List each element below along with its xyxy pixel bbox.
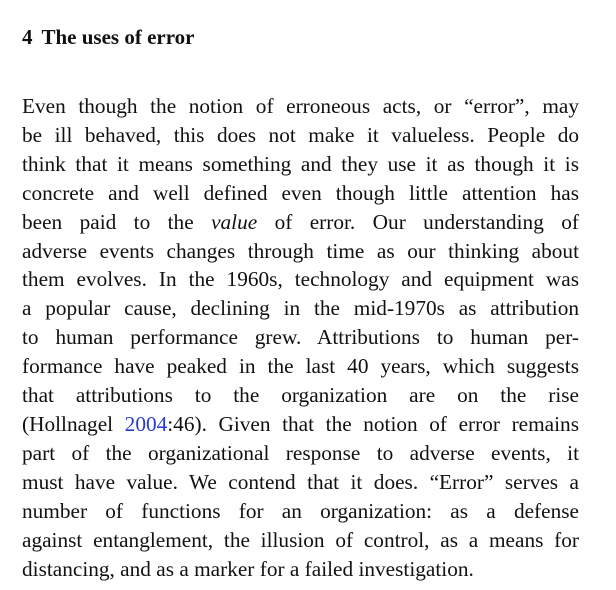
emphasis-value: value [211, 209, 258, 234]
paragraph-line: number of functions for an organization: as a defense [22, 498, 579, 523]
body-paragraph [22, 92, 579, 583]
text-run: (Hollnagel [22, 411, 125, 436]
citation-link[interactable]: 2004 [124, 411, 168, 436]
paragraph-line: adverse events changes through time as our thinking about [22, 238, 579, 263]
section-title: The uses of error [41, 25, 195, 49]
paragraph-line: part of the organizational response to adverse events, it [22, 440, 579, 465]
paragraph-line: against entanglement, the illusion of control, as a means for [22, 527, 579, 552]
paragraph-line: formance have peaked in the last 40 years, which suggests [22, 354, 579, 379]
paragraph-line [22, 410, 579, 439]
paragraph-line: concrete and well defined even though little attention has [22, 180, 579, 205]
paragraph-line: to human performance grew. Attributions to human per- [22, 325, 579, 350]
paragraph-line: must have value. We contend that it does. “Error” serves a [22, 469, 579, 494]
page [22, 22, 579, 583]
paragraph-line: be ill behaved, this does not make it valueless. People do [22, 122, 579, 147]
text-run: of error. Our understanding of [257, 209, 579, 234]
text-run: been paid to the [22, 209, 212, 234]
paragraph-line: think that it means something and they use it as though it is [22, 151, 579, 176]
paragraph-line: a popular cause, declining in the mid-1970s as attribution [22, 296, 579, 321]
paragraph-line [22, 208, 579, 237]
paragraph-line: distancing, and as a marker for a failed investigation. [22, 556, 474, 581]
paragraph-line: them evolves. In the 1960s, technology and equipment was [22, 267, 579, 292]
section-heading [22, 22, 579, 52]
section-number: 4 [22, 25, 33, 49]
paragraph-line: that attributions to the organization are on the rise [22, 383, 579, 408]
text-run: :46). Given that the notion of error remains [167, 411, 579, 436]
paragraph-line: Even though the notion of erroneous acts, or “error”, may [22, 94, 579, 118]
